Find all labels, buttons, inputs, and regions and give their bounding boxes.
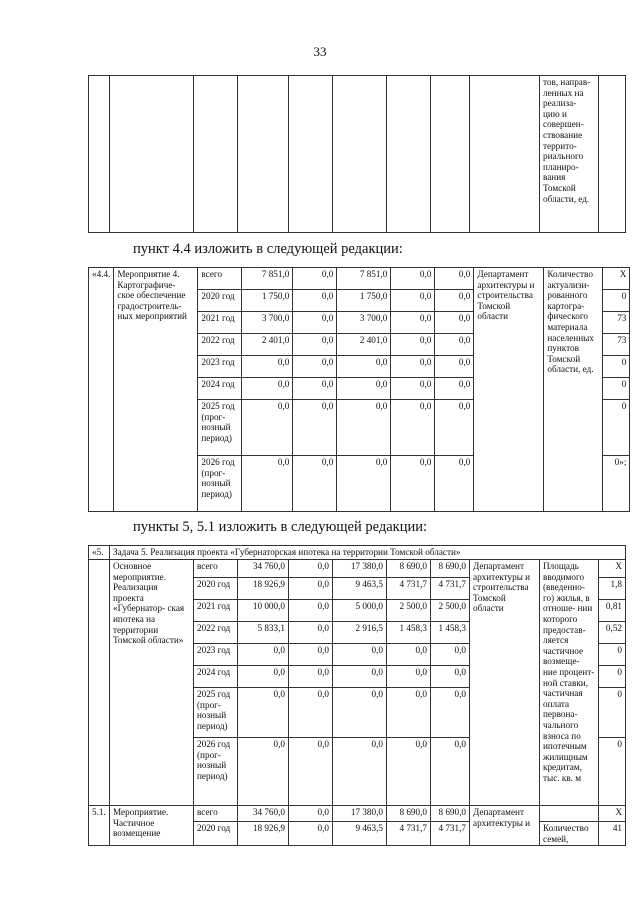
table-item-5 <box>88 545 626 846</box>
cell-sub-number: 5.1. <box>89 806 110 846</box>
cell-municipal: 2 500,0 <box>387 600 431 622</box>
cell-indicator-value: 0 <box>599 688 626 738</box>
cell-year: всего <box>194 806 238 822</box>
cell-other: 0,0 <box>431 688 470 738</box>
cell-total: 0,0 <box>238 666 289 688</box>
cell-regional: 0,0 <box>337 356 391 378</box>
cell-item-name: Основное мероприятие. Реализация проекта «Губернатор- ская ипотека на территории Томской области» <box>110 560 194 806</box>
cell-year: 2024 год <box>198 378 242 400</box>
cell-federal: 0,0 <box>293 456 337 512</box>
cell-total: 0,0 <box>242 400 293 456</box>
cell-regional: 0,0 <box>337 400 391 456</box>
page-number: 33 <box>313 44 327 59</box>
cell-indicator-value: 0 <box>599 644 626 666</box>
cell-total: 3 700,0 <box>242 312 293 334</box>
cell-regional: 2 916,5 <box>333 622 387 644</box>
cell-municipal: 8 690,0 <box>387 560 431 578</box>
cell-year: 2022 год <box>198 334 242 356</box>
cell-municipal: 0,0 <box>387 738 431 806</box>
cell-other: 0,0 <box>431 644 470 666</box>
cell-regional: 0,0 <box>337 456 391 512</box>
cell-federal: 0,0 <box>289 738 333 806</box>
cell-municipal: 0,0 <box>391 456 435 512</box>
cell-indicator-value: 0 <box>603 378 630 400</box>
cell-other: 4 731,7 <box>431 578 470 600</box>
cell-other: 0,0 <box>435 356 474 378</box>
cell-federal: 0,0 <box>289 560 333 578</box>
cell-total: 0,0 <box>242 356 293 378</box>
cell-municipal: 0,0 <box>391 312 435 334</box>
table-row <box>89 268 630 290</box>
cell-empty <box>110 76 194 233</box>
cell-empty <box>89 76 110 233</box>
cell-empty <box>387 76 431 233</box>
continuation-indicator: тов, направ- ленных на реализа- цию и совершен- ствование террито- риального планиро- вания Томской области, ед. <box>540 76 599 233</box>
cell-municipal: 0,0 <box>391 268 435 290</box>
cell-other: 2 500,0 <box>431 600 470 622</box>
cell-indicator-value: 0»; <box>603 456 630 512</box>
table-row <box>89 560 626 578</box>
cell-indicator-value: 0 <box>603 356 630 378</box>
cell-indicator-value: 0,81 <box>599 600 626 622</box>
cell-municipal: 0,0 <box>391 378 435 400</box>
cell-indicator-value: X <box>599 806 626 822</box>
cell-municipal: 0,0 <box>391 356 435 378</box>
cell-federal: 0,0 <box>289 578 333 600</box>
cell-indicator-value: 1,8 <box>599 578 626 600</box>
cell-total: 5 833,1 <box>238 622 289 644</box>
cell-year: 2026 год (прог- нозный период) <box>198 456 242 512</box>
cell-empty-number <box>89 560 110 806</box>
cell-regional: 0,0 <box>333 738 387 806</box>
cell-regional: 0,0 <box>333 666 387 688</box>
cell-sub-executor: Департамент архитектуры и <box>470 806 540 846</box>
cell-year: 2024 год <box>194 666 238 688</box>
cell-other: 0,0 <box>435 378 474 400</box>
cell-year: всего <box>194 560 238 578</box>
cell-federal: 0,0 <box>293 334 337 356</box>
cell-regional: 9 463,5 <box>333 822 387 846</box>
cell-indicator-value: X <box>599 560 626 578</box>
cell-sub-name: Мероприятие. Частичное возмещение <box>110 806 194 846</box>
cell-municipal: 0,0 <box>387 644 431 666</box>
cell-regional: 9 463,5 <box>333 578 387 600</box>
cell-regional: 17 380,0 <box>333 806 387 822</box>
cell-year: 2022 год <box>194 622 238 644</box>
cell-municipal: 0,0 <box>391 290 435 312</box>
cell-other: 0,0 <box>435 400 474 456</box>
cell-regional: 5 000,0 <box>333 600 387 622</box>
cell-municipal: 0,0 <box>391 400 435 456</box>
cell-regional: 17 380,0 <box>333 560 387 578</box>
cell-regional: 0,0 <box>333 688 387 738</box>
cell-empty <box>194 76 238 233</box>
cell-other: 0,0 <box>435 334 474 356</box>
cell-federal: 0,0 <box>289 644 333 666</box>
cell-municipal: 4 731,7 <box>387 822 431 846</box>
cell-total: 1 750,0 <box>242 290 293 312</box>
cell-year: 2020 год <box>194 578 238 600</box>
cell-indicator-name: Площадь вводимого (введенно- го) жилья, в отноше- нии которого предостав- ляется частичное возмеще- ние процент- ной ставки, частичная оплата первона- чального взноса по ипотечным жилищным кредитам, тыс. кв. м <box>540 560 599 806</box>
cell-other: 1 458,3 <box>431 622 470 644</box>
cell-indicator-name: Количество актуализи- рованного картогра- фического материала населенных пунктов Томской области, ед. <box>544 268 603 512</box>
cell-total: 10 000,0 <box>238 600 289 622</box>
task-row <box>89 546 626 560</box>
cell-municipal: 0,0 <box>387 688 431 738</box>
cell-regional: 0,0 <box>337 378 391 400</box>
heading-item-5: пункты 5, 5.1 изложить в следующей редакции: <box>133 519 428 535</box>
cell-total: 18 926,9 <box>238 578 289 600</box>
cell-year: 2021 год <box>198 312 242 334</box>
cell-regional: 7 851,0 <box>337 268 391 290</box>
table-item-4-4 <box>88 267 630 512</box>
cell-empty <box>238 76 289 233</box>
cell-total: 0,0 <box>242 378 293 400</box>
cell-indicator-value: X <box>603 268 630 290</box>
cell-total: 18 926,9 <box>238 822 289 846</box>
cell-year: 2023 год <box>198 356 242 378</box>
cell-federal: 0,0 <box>293 378 337 400</box>
cell-sub-indicator: Количество семей, <box>540 822 599 846</box>
cell-federal: 0,0 <box>289 688 333 738</box>
cell-year: 2020 год <box>194 822 238 846</box>
cell-year: 2021 год <box>194 600 238 622</box>
cell-empty <box>289 76 333 233</box>
cell-regional: 2 401,0 <box>337 334 391 356</box>
cell-indicator-value: 0 <box>603 290 630 312</box>
cell-indicator-value: 0,52 <box>599 622 626 644</box>
cell-empty <box>333 76 387 233</box>
cell-federal: 0,0 <box>289 666 333 688</box>
cell-other: 8 690,0 <box>431 806 470 822</box>
cell-other: 0,0 <box>435 312 474 334</box>
heading-item-4-4: пункт 4.4 изложить в следующей редакции: <box>133 241 403 257</box>
cell-federal: 0,0 <box>293 356 337 378</box>
cell-other: 0,0 <box>435 268 474 290</box>
cell-executor: Департамент архитектуры и строительства Томской области <box>470 560 540 806</box>
cell-total: 0,0 <box>238 738 289 806</box>
cell-municipal: 0,0 <box>387 666 431 688</box>
cell-total: 0,0 <box>238 644 289 666</box>
cell-other: 4 731,7 <box>431 822 470 846</box>
cell-total: 2 401,0 <box>242 334 293 356</box>
cell-year: всего <box>198 268 242 290</box>
cell-item-name: Мероприятие 4. Картографиче- ское обеспечение градостроитель- ных мероприятий <box>114 268 198 512</box>
cell-other: 8 690,0 <box>431 560 470 578</box>
cell-total: 0,0 <box>242 456 293 512</box>
cell-municipal: 8 690,0 <box>387 806 431 822</box>
cell-empty <box>470 76 540 233</box>
cell-federal: 0,0 <box>289 822 333 846</box>
cell-federal: 0,0 <box>289 600 333 622</box>
cell-year: 2025 год (прог- нозный период) <box>194 688 238 738</box>
cell-other: 0,0 <box>431 738 470 806</box>
cell-other: 0,0 <box>435 456 474 512</box>
cell-other: 0,0 <box>435 290 474 312</box>
table-row <box>89 806 626 822</box>
cell-indicator-value: 73 <box>603 312 630 334</box>
cell-total: 7 851,0 <box>242 268 293 290</box>
cell-item-number: «4.4. <box>89 268 114 512</box>
cell-municipal: 0,0 <box>391 334 435 356</box>
cell-year: 2020 год <box>198 290 242 312</box>
continuation-table <box>88 75 626 233</box>
cell-year: 2023 год <box>194 644 238 666</box>
cell-federal: 0,0 <box>289 622 333 644</box>
cell-empty <box>540 806 599 822</box>
cell-federal: 0,0 <box>289 806 333 822</box>
cell-empty <box>431 76 470 233</box>
cell-total: 0,0 <box>238 688 289 738</box>
cell-municipal: 1 458,3 <box>387 622 431 644</box>
cell-indicator-value: 0 <box>603 400 630 456</box>
cell-municipal: 4 731,7 <box>387 578 431 600</box>
cell-federal: 0,0 <box>293 268 337 290</box>
cell-year: 2025 год (прог- нозный период) <box>198 400 242 456</box>
cell-executor: Департамент архитектуры и строительства Томской области <box>474 268 544 512</box>
cell-federal: 0,0 <box>293 400 337 456</box>
cell-total: 34 760,0 <box>238 560 289 578</box>
cell-indicator-value: 73 <box>603 334 630 356</box>
cell-federal: 0,0 <box>293 312 337 334</box>
cell-empty <box>599 76 626 233</box>
cell-regional: 1 750,0 <box>337 290 391 312</box>
cell-indicator-value: 0 <box>599 738 626 806</box>
cell-federal: 0,0 <box>293 290 337 312</box>
cell-task-number: «5. <box>89 546 110 560</box>
cell-regional: 0,0 <box>333 644 387 666</box>
cell-task-title: Задача 5. Реализация проекта «Губернаторская ипотека на территории Томской области» <box>110 546 626 560</box>
cell-regional: 3 700,0 <box>337 312 391 334</box>
cell-indicator-value: 41 <box>599 822 626 846</box>
cell-other: 0,0 <box>431 666 470 688</box>
cell-total: 34 760,0 <box>238 806 289 822</box>
cell-year: 2026 год (прог- нозный период) <box>194 738 238 806</box>
cell-indicator-value: 0 <box>599 666 626 688</box>
